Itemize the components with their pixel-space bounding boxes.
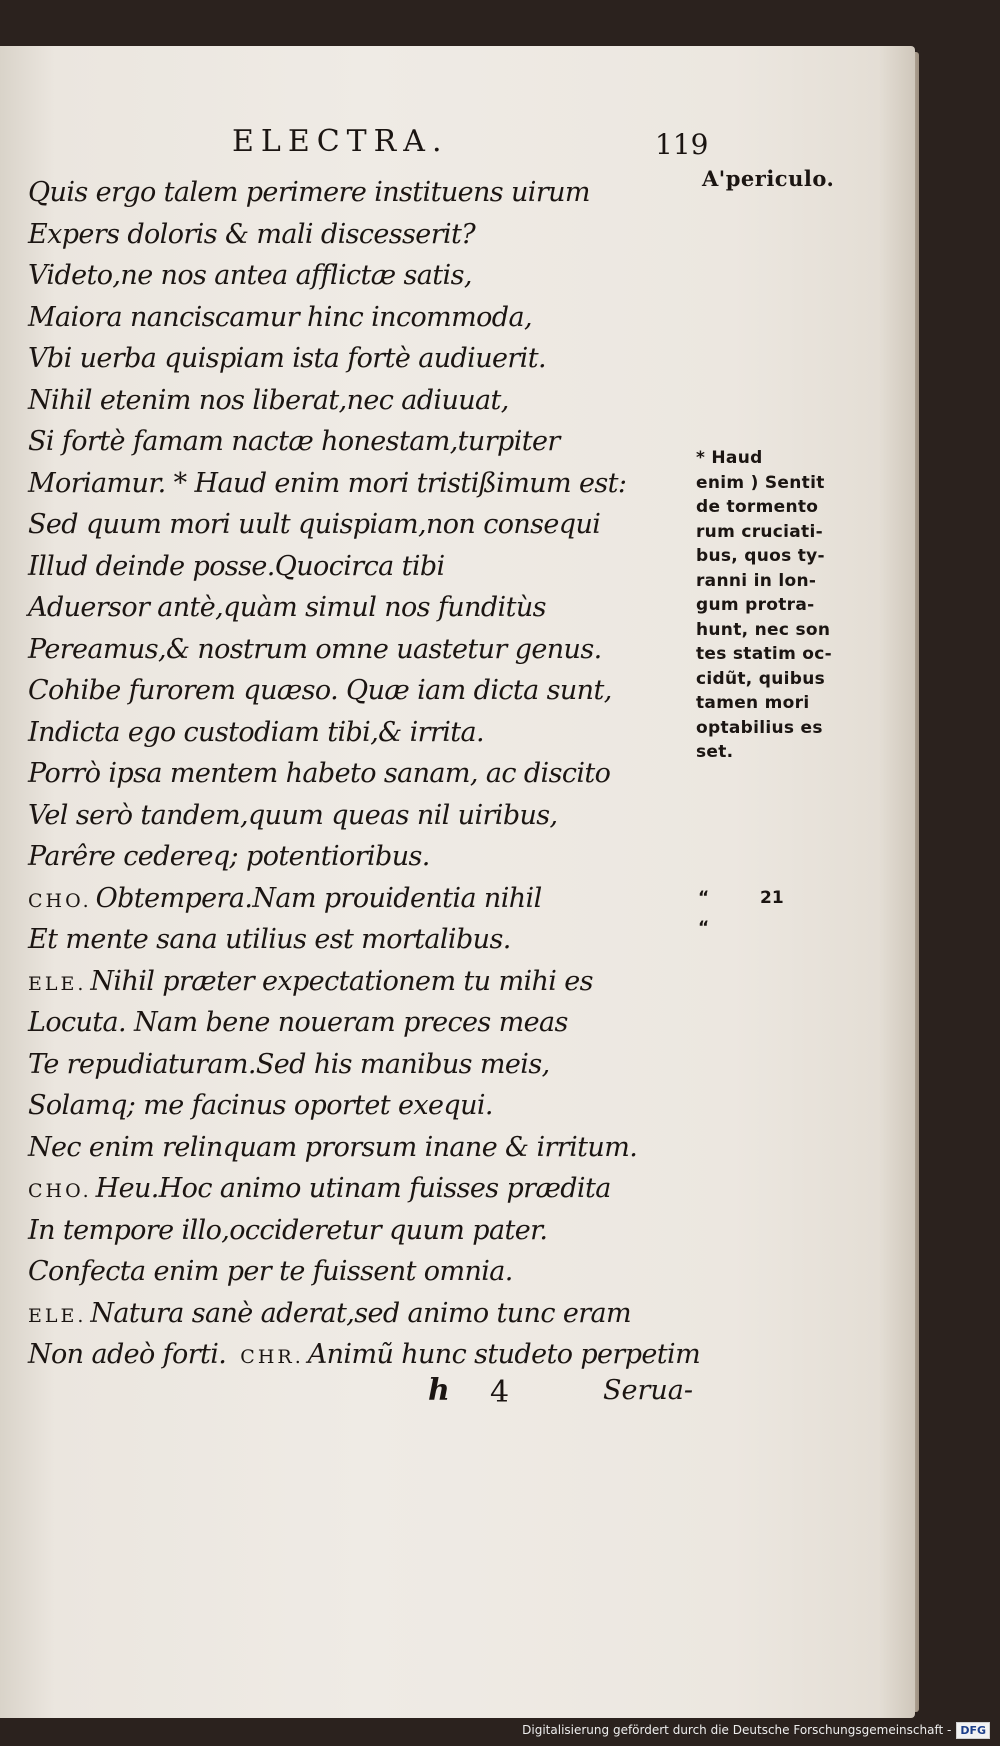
gloss-line: optabilius es (696, 717, 823, 738)
marginal-number: 21 (760, 888, 784, 908)
verse-text: Vel serò tandem,quum queas nil uiribus, (28, 799, 558, 831)
verse-line (28, 338, 688, 380)
verse-text: Quis ergo talem perimere instituens uirum (28, 177, 590, 208)
verse-line (28, 255, 688, 297)
gloss-line: tamen mori (696, 693, 810, 713)
catchword: Serua- (603, 1375, 693, 1406)
verse-line (28, 1334, 701, 1376)
quote-mark: “ (698, 918, 710, 938)
verse-line (28, 795, 688, 837)
verse-line (28, 1127, 688, 1169)
verse-text: Locuta. Nam bene noueram preces meas (28, 1007, 568, 1038)
verse-text: Parêre cedereq; potentioribus. (28, 841, 430, 872)
verse-line (28, 836, 688, 878)
verse-line (28, 753, 688, 795)
verse-text: Porrò ipsa mentem habeto sanam, ac discito (28, 758, 611, 789)
verse-text: Si fortè famam nactæ honestam,turpiter (28, 426, 560, 457)
verse-text: Nihil etenim nos liberat,nec adiuuat, (28, 384, 509, 416)
verse-line (28, 587, 688, 629)
verse-text: Confecta enim per te fuissent omnia. (28, 1256, 513, 1287)
gloss-line: gum protra- (696, 595, 815, 615)
verse-line (28, 1044, 688, 1086)
verse-line (28, 214, 688, 256)
verse-text: Animũ hunc studeto perpetim (307, 1339, 701, 1370)
verse-text: Indicta ego custodiam tibi,& irrita. (28, 716, 485, 748)
verse-text: Sed quum mori uult quispiam,non consequi (28, 509, 601, 540)
speaker-label: CHR. (240, 1346, 304, 1368)
verse-line (28, 172, 688, 214)
verse-text: Pereamus,& nostrum omne uastetur genus. (28, 633, 602, 665)
verse-text: Maiora nanciscamur hinc incommoda, (28, 301, 532, 333)
verse-line (28, 546, 688, 588)
marginal-gloss (696, 446, 866, 765)
quote-mark: “ (698, 888, 710, 908)
gloss-line: enim ) Sentit (696, 472, 825, 493)
verse-line (28, 504, 688, 546)
verse-line (28, 1210, 688, 1252)
gloss-line: * Haud (696, 448, 763, 468)
verse-line (28, 878, 688, 920)
gloss-line: hunt, nec son (696, 619, 831, 640)
verse-line (28, 629, 688, 671)
verse-text: Obtempera.Nam prouidentia nihil (95, 882, 542, 914)
signature-number: 4 (490, 1375, 510, 1410)
page-number: 119 (655, 128, 709, 161)
speaker-label: CHO. (28, 1180, 92, 1202)
verse-line (28, 297, 688, 339)
verse-text-block (28, 172, 701, 1376)
verse-text: Nec enim relinquam prorsum inane & irritum. (28, 1131, 638, 1163)
gloss-line: tes statim oc- (696, 644, 833, 664)
verse-text: Natura sanè aderat,sed animo tunc eram (90, 1297, 632, 1329)
gloss-line: bus, quos ty- (696, 546, 825, 566)
verse-text: Et mente sana utilius est mortalibus. (28, 924, 511, 955)
verse-line (28, 919, 688, 961)
signature-line (428, 1373, 698, 1419)
verse-text: Videto,ne nos antea afflictæ satis, (28, 260, 472, 291)
verse-text: Expers doloris & mali discesserit? (28, 218, 476, 250)
verse-line (28, 1002, 688, 1044)
digitization-footer (522, 1720, 990, 1740)
speaker-label: ELE. (28, 972, 87, 995)
margin-note: A'periculo. (702, 166, 835, 191)
verse-text: Moriamur. * Haud enim mori tristißimum est: (28, 467, 627, 499)
verse-text: Solamq; me facinus oportet exequi. (28, 1090, 493, 1121)
gloss-line: set. (696, 742, 734, 762)
verse-line (28, 712, 688, 754)
gloss-line: de tormento (696, 497, 819, 517)
verse-line (28, 961, 688, 1003)
verse-line (28, 421, 688, 463)
verse-line (28, 463, 688, 505)
verse-text: Non adeò forti. (28, 1339, 227, 1370)
running-head: ELECTRA. (232, 124, 449, 159)
speaker-label: ELE. (28, 1304, 87, 1327)
verse-text: Aduersor antè,quàm simul nos funditùs (28, 592, 546, 623)
verse-line (28, 1168, 688, 1210)
dfg-logo: DFG (956, 1722, 990, 1739)
verse-line (28, 1251, 688, 1293)
verse-text: Vbi uerba quispiam ista fortè audiuerit. (28, 343, 546, 374)
quotation-marks (698, 888, 818, 948)
verse-text: Nihil præter expectationem tu mihi es (90, 965, 593, 997)
verse-line (28, 1085, 688, 1127)
verse-text: Illud deinde posse.Quocirca tibi (28, 550, 445, 582)
verse-text: Cohibe furorem quæso. Quæ iam dicta sunt, (28, 675, 612, 706)
gloss-line: rum cruciati- (696, 521, 823, 542)
verse-line (28, 670, 688, 712)
verse-text: In tempore illo,occideretur quum pater. (28, 1214, 548, 1246)
gloss-line: ranni in lon- (696, 570, 817, 591)
footer-text: Digitalisierung gefördert durch die Deutsche Forschungsgemeinschaft - (522, 1723, 952, 1737)
verse-text: Heu.Hoc animo utinam fuisses prædita (95, 1173, 611, 1204)
speaker-label: CHO. (28, 889, 92, 912)
gloss-line: cidũt, quibus (696, 668, 826, 689)
verse-line (28, 380, 688, 422)
signature-mark: h (428, 1373, 450, 1408)
verse-line (28, 1293, 688, 1335)
verse-text: Te repudiaturam.Sed his manibus meis, (28, 1048, 550, 1080)
